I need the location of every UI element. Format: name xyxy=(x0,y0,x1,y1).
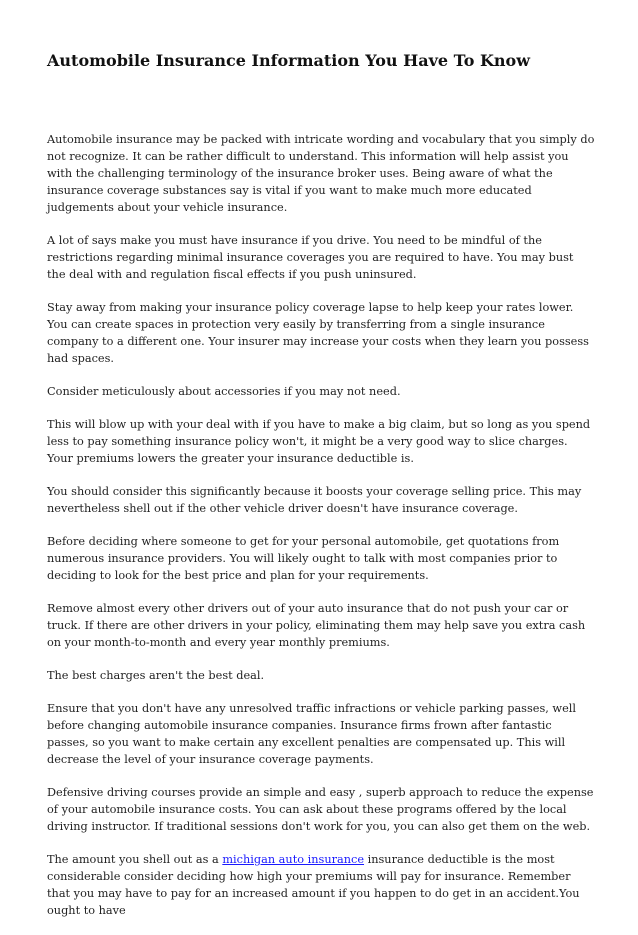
paragraph-6: You should consider this significantly because it boosts your coverage selling price. This may nevertheless shell out if the other vehicle driver doesn't have insurance coverage. xyxy=(47,485,582,515)
paragraph-12-lead: The amount you shell out as a xyxy=(47,853,223,866)
michigan-auto-insurance-link[interactable]: michigan auto insurance xyxy=(222,853,365,866)
paragraph-12 xyxy=(47,851,595,919)
paragraph-4: Consider meticulously about accessories if you may not need. xyxy=(47,385,401,398)
paragraph-1: Automobile insurance may be packed with intricate wording and vocabulary that you simply do not recognize. It can be rather difficult to understand. This information will help assist you with the challenging terminology of the insurance broker uses. Being aware of what the insurance coverage substances say is vital if you want to make much more educated judgements about your vehicle insurance. xyxy=(47,133,595,214)
paragraph-9: The best charges aren't the best deal. xyxy=(47,669,265,682)
paragraph-5: This will blow up with your deal with if you have to make a big claim, but so long as you spend less to pay something insurance policy won't, it might be a very good way to slice charges. Your premiums lowers the greater your insurance deductible is. xyxy=(47,418,591,465)
paragraph-11: Defensive driving courses provide an simple and easy , superb approach to reduce the expense of your automobile insurance costs. You can ask about these programs offered by the local driving instructor. If traditional sessions don't work for you, you can also get them on the web. xyxy=(47,786,594,833)
paragraph-7: Before deciding where someone to get for your personal automobile, get quotations from numerous insurance providers. You will likely ought to talk with most companies prior to deciding to look for the best price and plan for your requirements. xyxy=(47,535,560,582)
paragraph-3: Stay away from making your insurance policy coverage lapse to help keep your rates lower. You can create spaces in protection very easily by transferring from a single insurance company to a different one. Your insurer may increase your costs when they learn you possess had spaces. xyxy=(47,301,589,365)
paragraph-8: Remove almost every other drivers out of your auto insurance that do not push your car or truck. If there are other drivers in your policy, eliminating them may help save you extra cash on your month-to-month and every year monthly premiums. xyxy=(47,602,586,649)
paragraph-2: A lot of says make you must have insurance if you drive. You need to be mindful of the restrictions regarding minimal insurance coverages you are required to have. You may bust the deal with and regulation fiscal effects if you push uninsured. xyxy=(47,234,574,281)
paragraph-10: Ensure that you don't have any unresolved traffic infractions or vehicle parking passes, well before changing automobile insurance companies. Insurance firms frown after fantastic passes, so you want to make certain any excellent penalties are compensated up. This will decrease the level of your insurance coverage payments. xyxy=(47,702,577,766)
document-page xyxy=(47,0,595,917)
paragraph-12-rest: insurance deductible is the most considerable consider deciding how high your premiums will pay for insurance. Remember that you may have to pay for an increased amount if you happen to do get in an accident.You ought to have xyxy=(47,853,580,917)
document-body xyxy=(47,131,595,935)
document-title: Automobile Insurance Information You Have To Know xyxy=(47,51,530,70)
